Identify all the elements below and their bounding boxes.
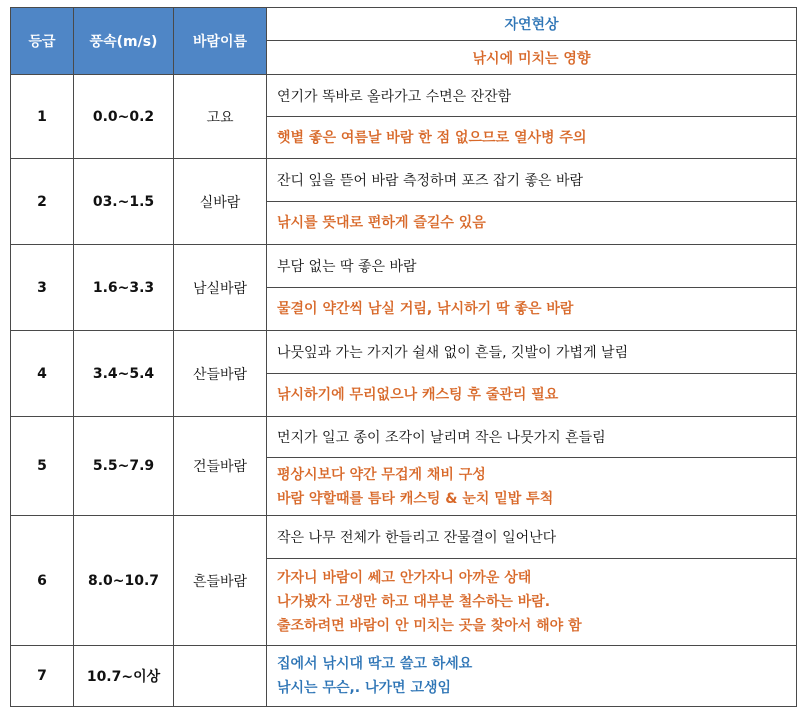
combined-cell bbox=[267, 646, 797, 707]
grade-cell: 5 bbox=[11, 417, 74, 516]
wind-name-cell: 건들바람 bbox=[174, 417, 267, 516]
wind-name-cell: 남실바람 bbox=[174, 245, 267, 331]
header-grade: 등급 bbox=[11, 8, 74, 75]
fishing-line: 낚시를 뜻대로 편하게 즐길수 있음 bbox=[277, 215, 486, 231]
header-wind-name: 바람이름 bbox=[174, 8, 267, 75]
grade-cell: 3 bbox=[11, 245, 74, 331]
nature-cell: 잔디 잎을 뜯어 바람 측정하며 포즈 잡기 좋은 바람 bbox=[267, 159, 797, 202]
nature-cell: 먼지가 일고 종이 조각이 날리며 작은 나뭇가지 흔들림 bbox=[267, 417, 797, 458]
nature-cell: 부담 없는 딱 좋은 바람 bbox=[267, 245, 797, 288]
wind-name-cell: 실바람 bbox=[174, 159, 267, 245]
table-row bbox=[11, 516, 797, 559]
grade-cell: 6 bbox=[11, 516, 74, 646]
fishing-cell bbox=[267, 117, 797, 159]
table-row bbox=[11, 245, 797, 288]
fishing-cell bbox=[267, 559, 797, 646]
table-row bbox=[11, 646, 797, 707]
fishing-cell bbox=[267, 458, 797, 516]
header-speed: 풍속(m/s) bbox=[74, 8, 174, 75]
wind-name-cell bbox=[174, 646, 267, 707]
grade-cell: 7 bbox=[11, 646, 74, 707]
combined-line: 낚시는 무슨,. 나가면 고생임 bbox=[277, 680, 452, 696]
fishing-cell bbox=[267, 202, 797, 245]
table-row bbox=[11, 75, 797, 117]
speed-cell: 03.~1.5 bbox=[74, 159, 174, 245]
fishing-cell bbox=[267, 288, 797, 331]
fishing-line: 물결이 약간씩 남실 거림, 낚시하기 딱 좋은 바람 bbox=[277, 301, 574, 317]
combined-line: 집에서 낚시대 딱고 쓸고 하세요 bbox=[277, 656, 473, 672]
grade-cell: 2 bbox=[11, 159, 74, 245]
table-row bbox=[11, 159, 797, 202]
header-fishing: 낚시에 미치는 영향 bbox=[267, 41, 797, 75]
fishing-cell bbox=[267, 374, 797, 417]
wind-name-cell: 산들바람 bbox=[174, 331, 267, 417]
speed-cell: 10.7~이상 bbox=[74, 646, 174, 707]
fishing-line: 나가봤자 고생만 하고 대부분 철수하는 바람. bbox=[277, 594, 551, 610]
speed-cell: 8.0~10.7 bbox=[74, 516, 174, 646]
fishing-line: 가자니 바람이 쎄고 안가자니 아까운 상태 bbox=[277, 570, 532, 586]
speed-cell: 1.6~3.3 bbox=[74, 245, 174, 331]
wind-scale-table bbox=[10, 7, 797, 707]
table-row bbox=[11, 331, 797, 374]
fishing-line: 바람 약할때를 틈타 캐스팅 & 눈치 밑밥 투척 bbox=[277, 490, 554, 507]
fishing-line: 햇볕 좋은 여름날 바람 한 점 없으므로 열사병 주의 bbox=[277, 129, 587, 146]
wind-name-cell: 고요 bbox=[174, 75, 267, 159]
nature-cell: 연기가 똑바로 올라가고 수면은 잔잔함 bbox=[267, 75, 797, 117]
header-nature: 자연현상 bbox=[267, 8, 797, 41]
fishing-line: 낚시하기에 무리없으나 캐스팅 후 줄관리 필요 bbox=[277, 387, 559, 403]
fishing-line: 출조하려면 바람이 안 미치는 곳을 찾아서 해야 함 bbox=[277, 618, 582, 634]
wind-name-cell: 흔들바람 bbox=[174, 516, 267, 646]
speed-cell: 3.4~5.4 bbox=[74, 331, 174, 417]
nature-cell: 나뭇잎과 가는 가지가 쉴새 없이 흔들, 깃발이 가볍게 날림 bbox=[267, 331, 797, 374]
grade-cell: 1 bbox=[11, 75, 74, 159]
grade-cell: 4 bbox=[11, 331, 74, 417]
table-row bbox=[11, 417, 797, 458]
speed-cell: 0.0~0.2 bbox=[74, 75, 174, 159]
fishing-line: 평상시보다 약간 무겁게 채비 구성 bbox=[277, 466, 486, 483]
speed-cell: 5.5~7.9 bbox=[74, 417, 174, 516]
nature-cell: 작은 나무 전체가 한들리고 잔물결이 일어난다 bbox=[267, 516, 797, 559]
